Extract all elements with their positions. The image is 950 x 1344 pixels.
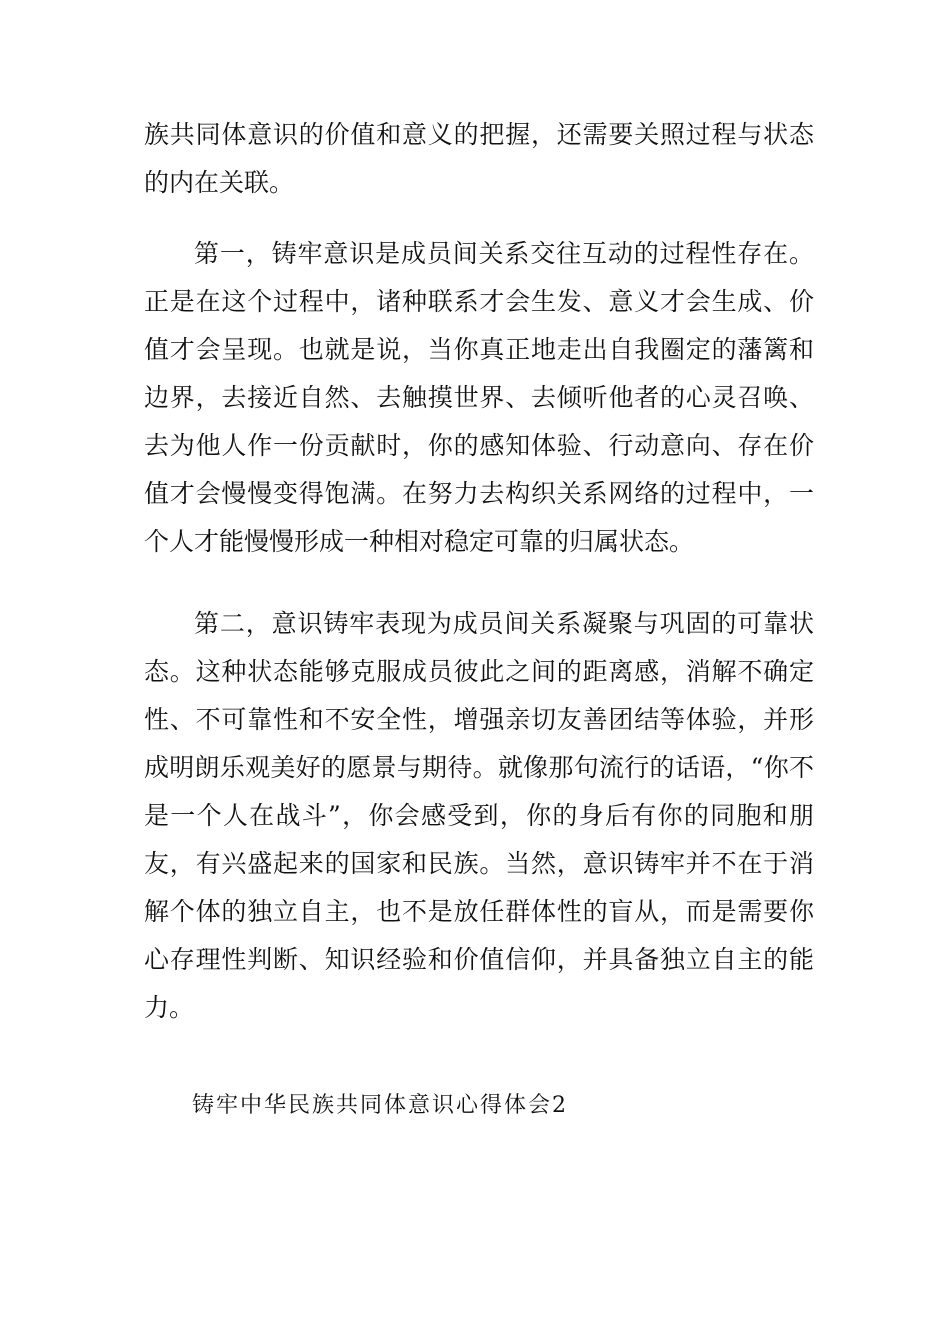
section-heading: 铸牢中华民族共同体意识心得体会2 [192,1093,568,1118]
paragraph-second-point: 第二，意识铸牢表现为成员间关系凝聚与巩固的可靠状态。这种状态能够克服成员彼此之间的距离感，消解不确定性、不可靠性和不安全性，增强亲切友善团结等体验，并形成明朗乐观美好的愿景与期待。就像那句流行的话语，“你不是一个人在战斗”，你会感受到，你的身后有你的同胞和朋友，有兴盛起来的国家和民族。当然，意识铸牢并不在于消解个体的独立自主，也不是放任群体性的盲从，而是需要你心存理性判断、知识经验和价值信仰，并具备独立自主的能力。 [144,609,814,1022]
paragraph-first-point: 第一，铸牢意识是成员间关系交往互动的过程性存在。正是在这个过程中，诸种联系才会生发、意义才会生成、价值才会呈现。也就是说，当你真正地走出自我圈定的藩篱和边界，去接近自然、去触摸世界、去倾听他者的心灵召唤、去为他人作一份贡献时，你的感知体验、行动意向、存在价值才会慢慢变得饱满。在努力去构织关系网络的过程中，一个人才能慢慢形成一种相对稳定可靠的归属状态。 [144,239,814,556]
paragraph-continuation: 族共同体意识的价值和意义的把握，还需要关照过程与状态的内在关联。 [144,120,814,197]
